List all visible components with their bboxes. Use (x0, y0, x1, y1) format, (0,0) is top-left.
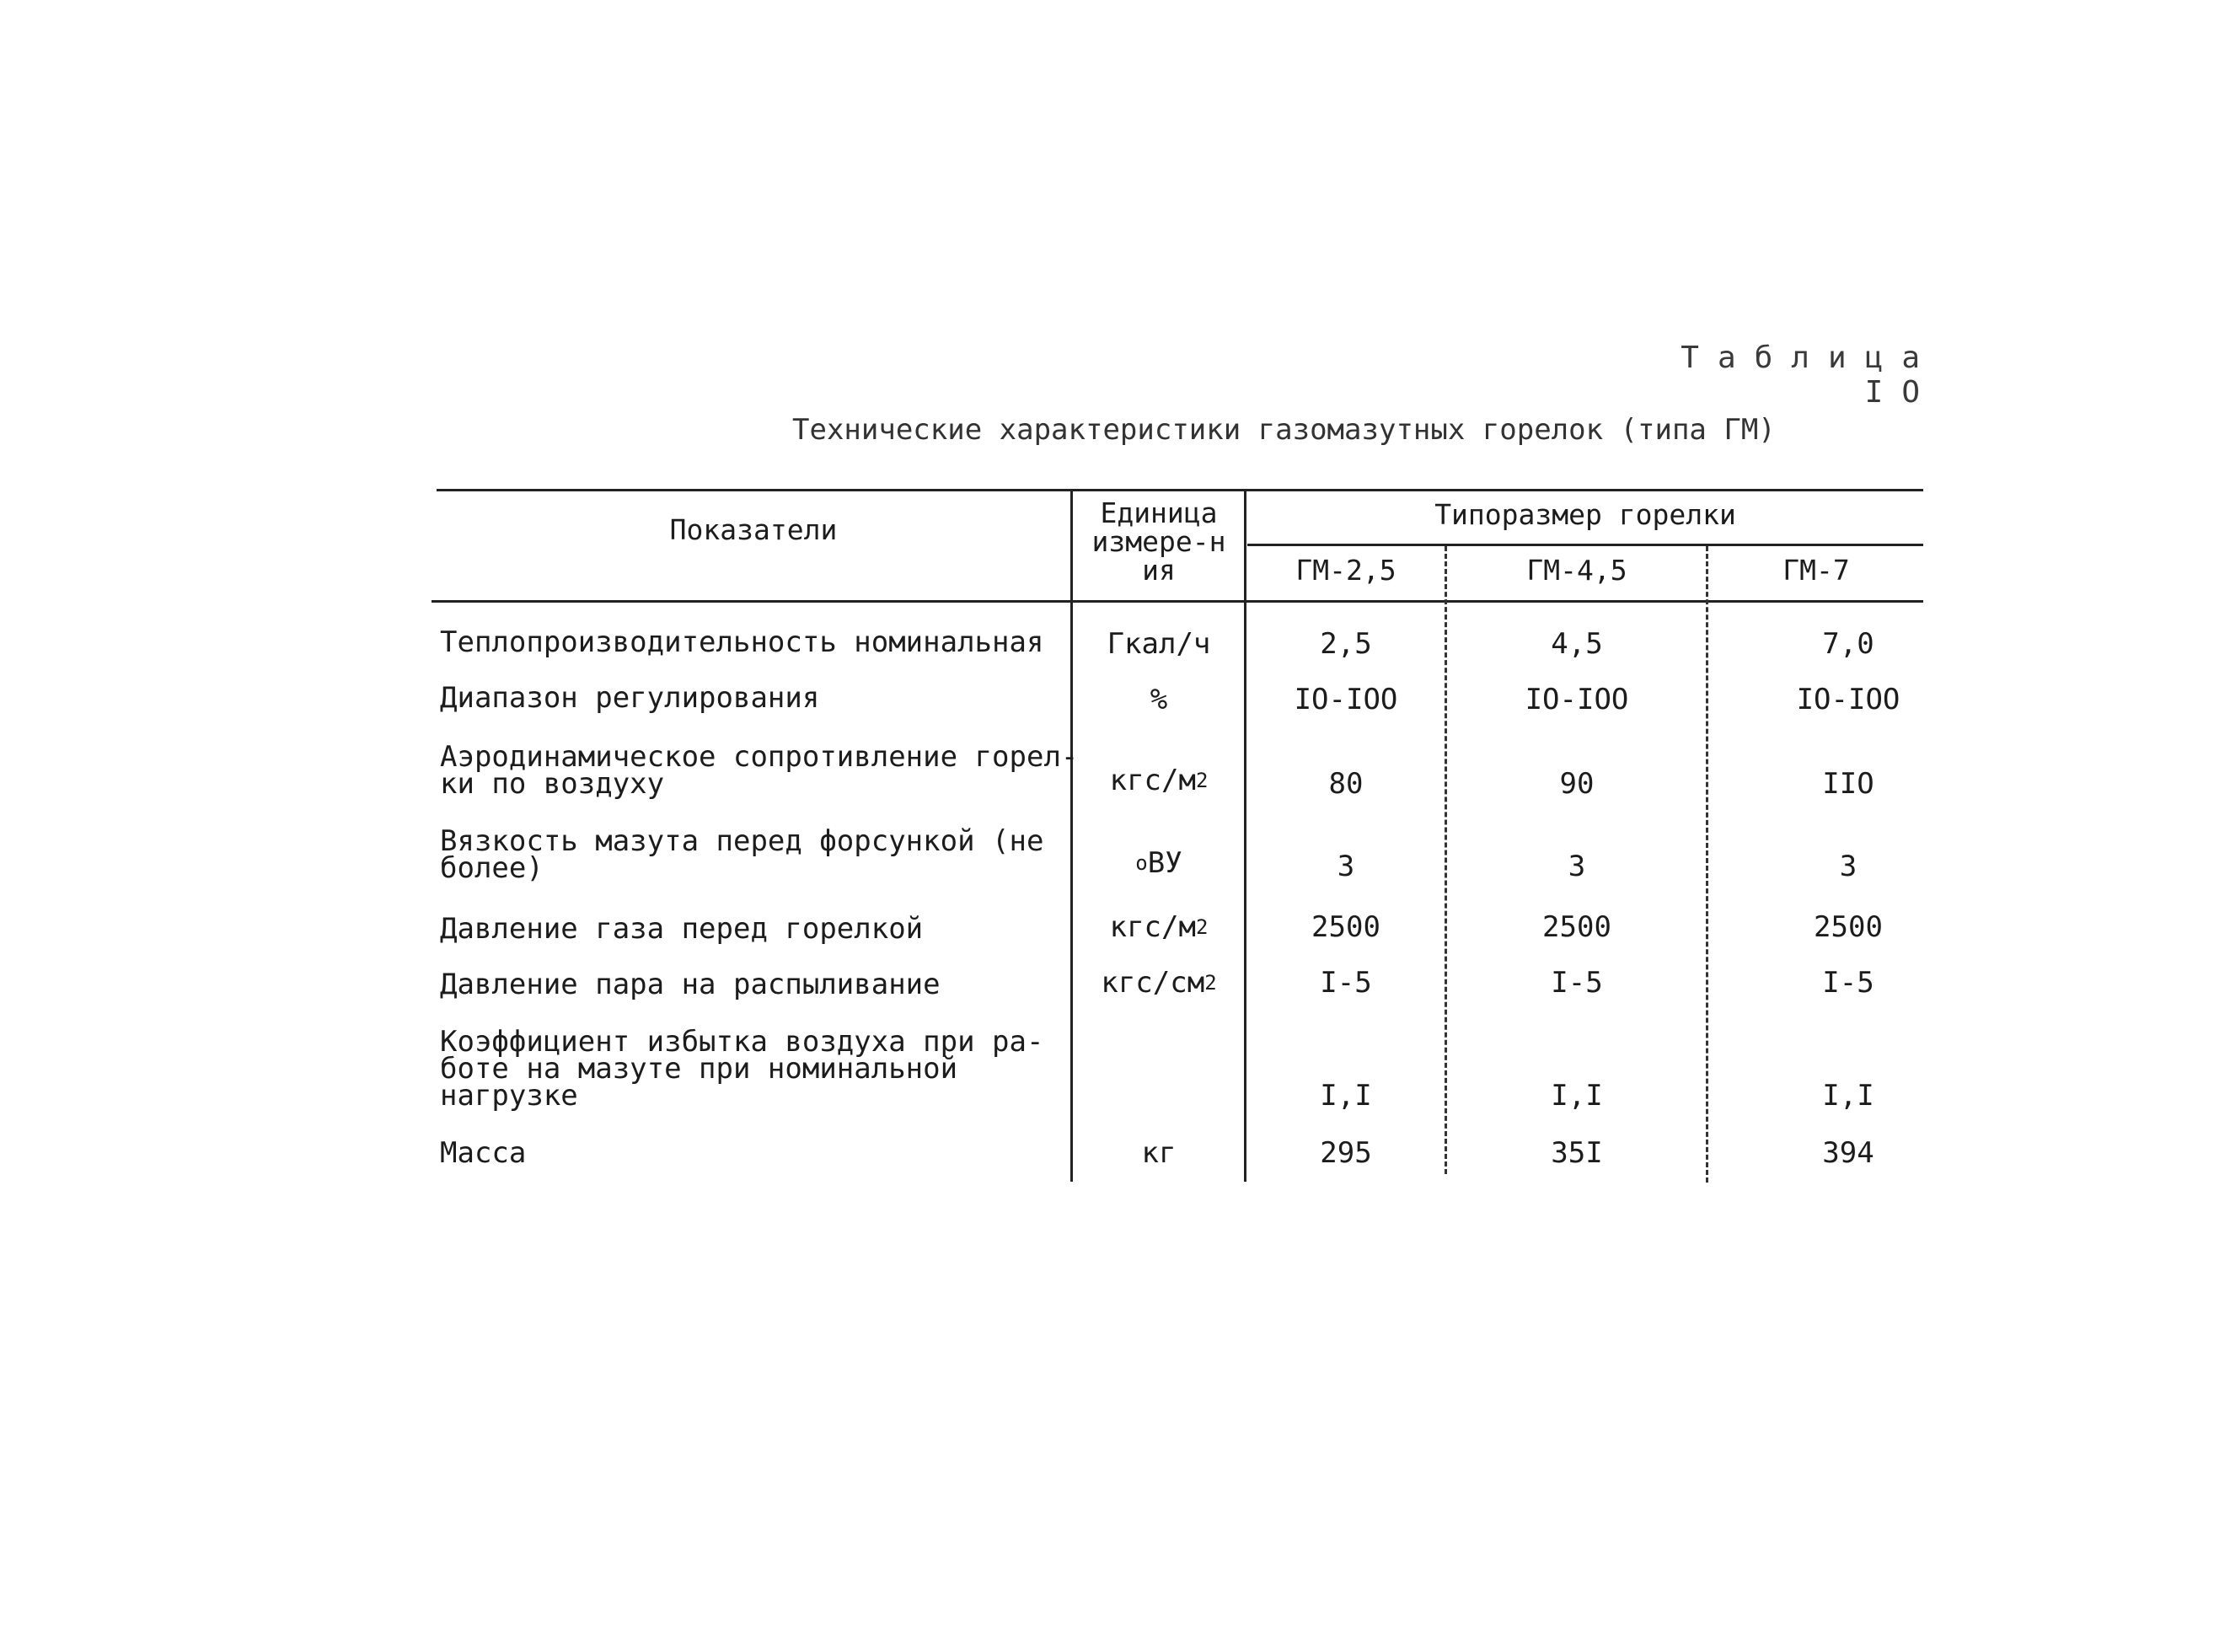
row-label: Аэродинамическое сопротивление горел-ки по воздуху (440, 740, 1079, 801)
header-bottom-border (432, 600, 1923, 603)
value-gm45: I-5 (1551, 966, 1603, 1000)
table-top-border (437, 489, 1923, 491)
value-gm25: IO-IOO (1294, 683, 1398, 716)
row-unit: кгс/см 2 (1101, 966, 1217, 1000)
value-gm7: IO-IOO (1796, 683, 1900, 716)
value-gm25: 295 (1320, 1136, 1372, 1170)
value-gm7: 394 (1822, 1136, 1874, 1170)
row-label: Вязкость мазута перед форсункой (не более) (440, 824, 1044, 885)
value-gm25: 2500 (1311, 910, 1380, 944)
value-gm45: 2500 (1542, 910, 1611, 944)
header-size-gm45: ГМ-4,5 (1526, 554, 1627, 587)
row-label: Давление газа перед горелкой (440, 912, 924, 946)
value-gm25: 80 (1328, 767, 1364, 801)
value-gm45: 4,5 (1551, 627, 1603, 661)
row-label: Теплопроизводительность номинальная (440, 625, 1044, 659)
value-gm7: I-5 (1822, 966, 1874, 1000)
value-gm7: 7,0 (1822, 627, 1874, 661)
header-indicator: Показатели (669, 513, 838, 546)
value-gm45: IO-IOO (1525, 683, 1629, 716)
header-size-gm25: ГМ-2,5 (1295, 554, 1396, 587)
value-gm7: I,I (1822, 1079, 1874, 1113)
value-gm25: 3 (1337, 850, 1355, 883)
row-unit: Гкал/ч (1107, 627, 1211, 661)
gm25-column-divider (1445, 546, 1447, 1174)
value-gm25: I-5 (1320, 966, 1372, 1000)
row-label: Давление пара на распыливание (440, 968, 941, 1001)
table-caption: Технические характеристики газомазутных горелок (типа ГМ) (792, 413, 1776, 447)
gm45-column-divider (1706, 546, 1708, 1183)
row-unit: % (1150, 683, 1168, 716)
value-gm45: 35I (1551, 1136, 1603, 1170)
value-gm25: I,I (1320, 1079, 1372, 1113)
row-unit: о ВУ (1135, 846, 1182, 880)
header-size-group: Типоразмер горелки (1434, 498, 1736, 531)
value-gm45: 90 (1559, 767, 1595, 801)
row-label: Диапазон регулирования (440, 681, 820, 715)
size-group-rule (1247, 544, 1923, 546)
header-size-gm7: ГМ-7 (1782, 554, 1850, 587)
header-unit: Единица измере-ния (1091, 496, 1226, 587)
table-number: Таблица IO (1681, 341, 1938, 410)
row-label: Коэффициент избытка воздуха при ра-боте на мазуте при номинальной нагрузке (440, 1025, 1044, 1113)
value-gm45: 3 (1568, 850, 1586, 883)
value-gm45: I,I (1551, 1079, 1603, 1113)
value-gm7: IIO (1822, 767, 1874, 801)
value-gm7: 3 (1839, 850, 1858, 883)
row-unit: кгс/м 2 (1109, 910, 1209, 944)
row-unit (1075, 1077, 1243, 1114)
row-label: Масса (440, 1136, 527, 1170)
value-gm7: 2500 (1814, 910, 1883, 944)
value-gm25: 2,5 (1320, 627, 1372, 661)
row-unit: кг (1141, 1136, 1177, 1170)
size-column-divider (1244, 491, 1246, 1182)
row-unit: кгс/м 2 (1109, 764, 1209, 797)
